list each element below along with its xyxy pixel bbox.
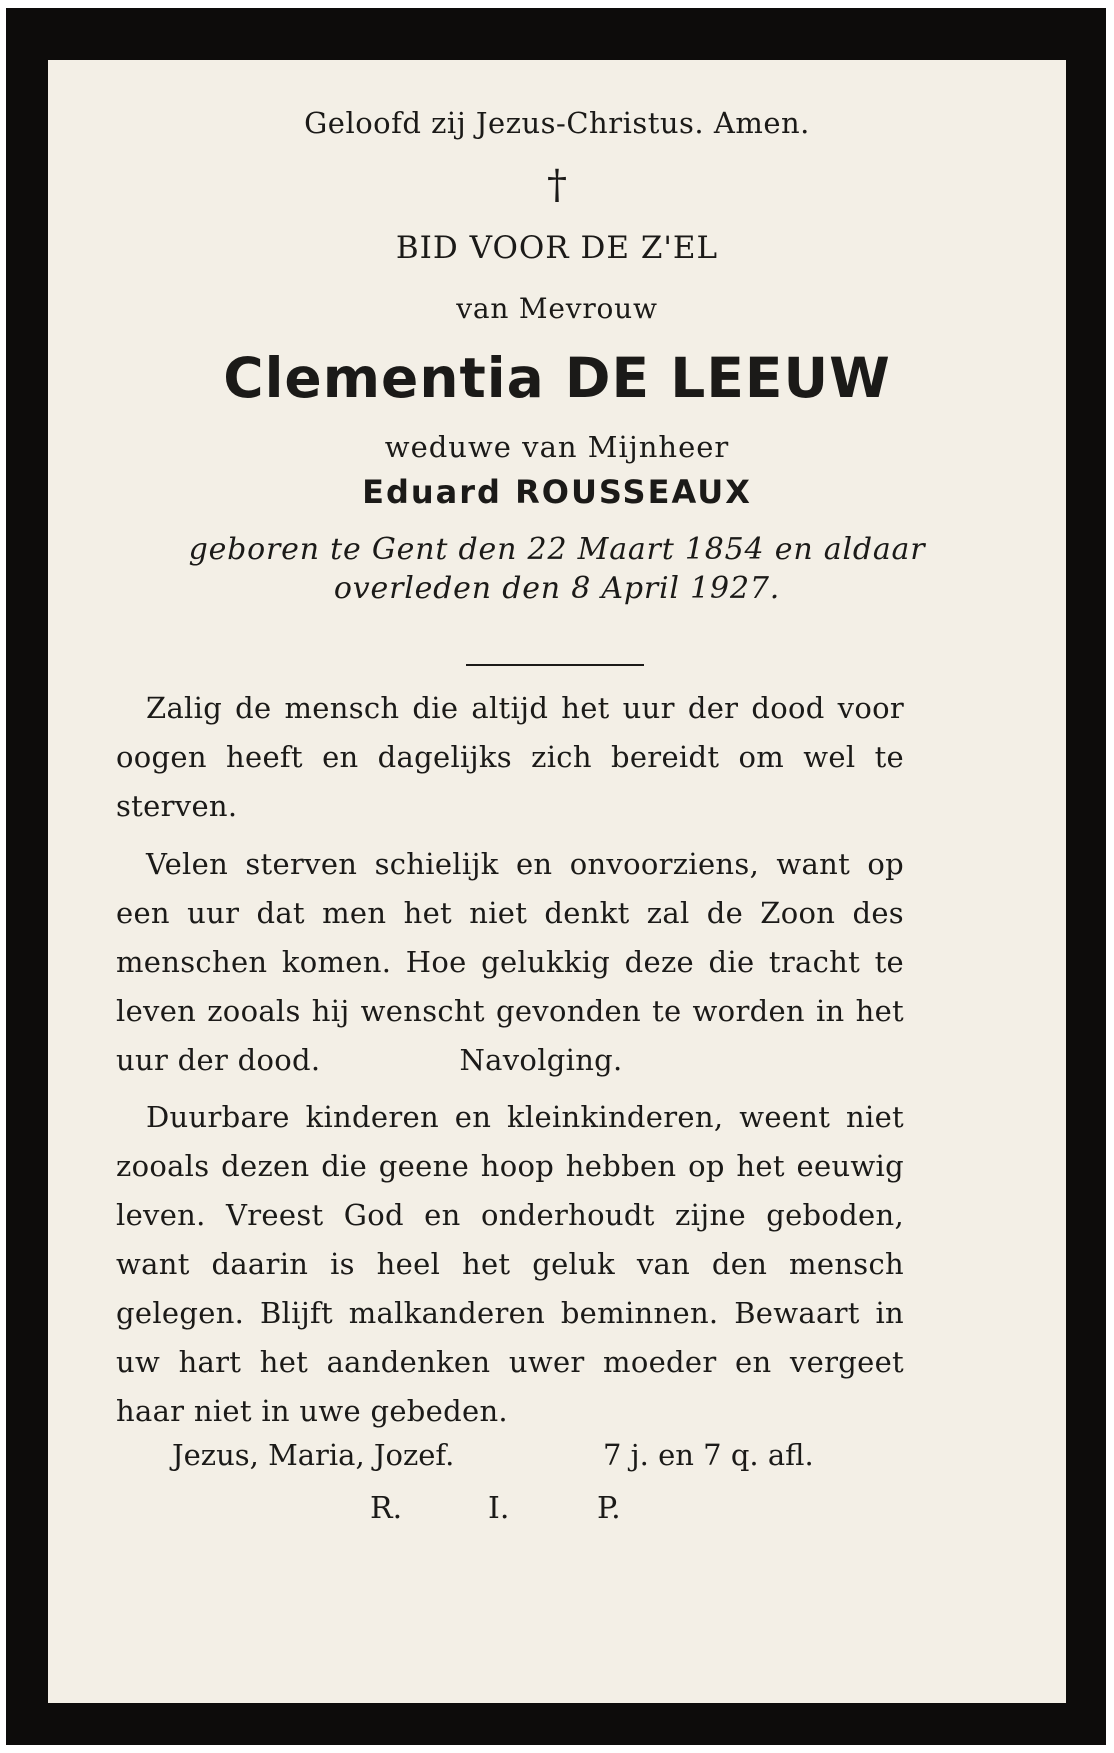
birth-line: geboren te Gent den 22 Maart 1854 en aldaar [188, 532, 926, 567]
death-line: overleden den 8 April 1927. [333, 571, 781, 606]
paragraph-2-text [116, 840, 904, 1085]
mourning-card [6, 8, 1106, 1745]
paragraph-2-body: Velen sterven schielijk en onvoorziens, want op een uur dat men het niet denkt zal de Zoon des menschen komen. Hoe gelukkig deze die tracht te leven zooals hij wenscht gevonden te worden in het uur der dood. [116, 847, 904, 1077]
paragraph-1-text: Zalig de mensch die altijd het uur der dood voor oogen heeft en dagelijks zich bereidt om wel te sterven. [116, 691, 904, 823]
indulgence-note: 7 j. en 7 q. afl. [603, 1438, 814, 1472]
paragraph-3-text: Duurbare kinderen en kleinkinderen, weent niet zooals dezen die geene hoop hebben op het eeuwig leven. Vreest God en onderhoudt zijne geboden, want daarin is heel het geluk van den mensch gelegen. Blijft malkanderen beminnen. Bewaart in uw hart het aandenken uwer moeder en vergeet haar niet in uwe gebeden. [116, 1100, 904, 1428]
rip-letter-i: I. [488, 1491, 510, 1526]
closing-line [48, 1438, 1066, 1487]
honorific-line: van Mevrouw [456, 292, 658, 325]
cross-icon: † [547, 162, 567, 208]
rip-letter-r: R. [370, 1491, 403, 1526]
deceased-name: Clementia DE LEEUW [223, 346, 891, 410]
paragraph-2 [116, 840, 904, 1085]
divider-rule [466, 664, 644, 666]
invocation-line: Geloofd zij Jezus-Christus. Amen. [304, 106, 810, 140]
card-paper [48, 60, 1066, 1703]
prayer-heading: BID VOOR DE Z'EL [395, 230, 719, 266]
rip-line [48, 1491, 1066, 1540]
paragraph-3 [116, 1093, 904, 1436]
rip-letter-p: P. [597, 1491, 621, 1526]
relation-line: weduwe van Mijnheer [384, 430, 730, 464]
closing-prayer: Jezus, Maria, Jozef. [172, 1438, 455, 1472]
paragraph-1 [116, 684, 904, 831]
paragraph-2-source: Navolging. [459, 1043, 623, 1077]
husband-name: Eduard ROUSSEAUX [362, 473, 752, 511]
